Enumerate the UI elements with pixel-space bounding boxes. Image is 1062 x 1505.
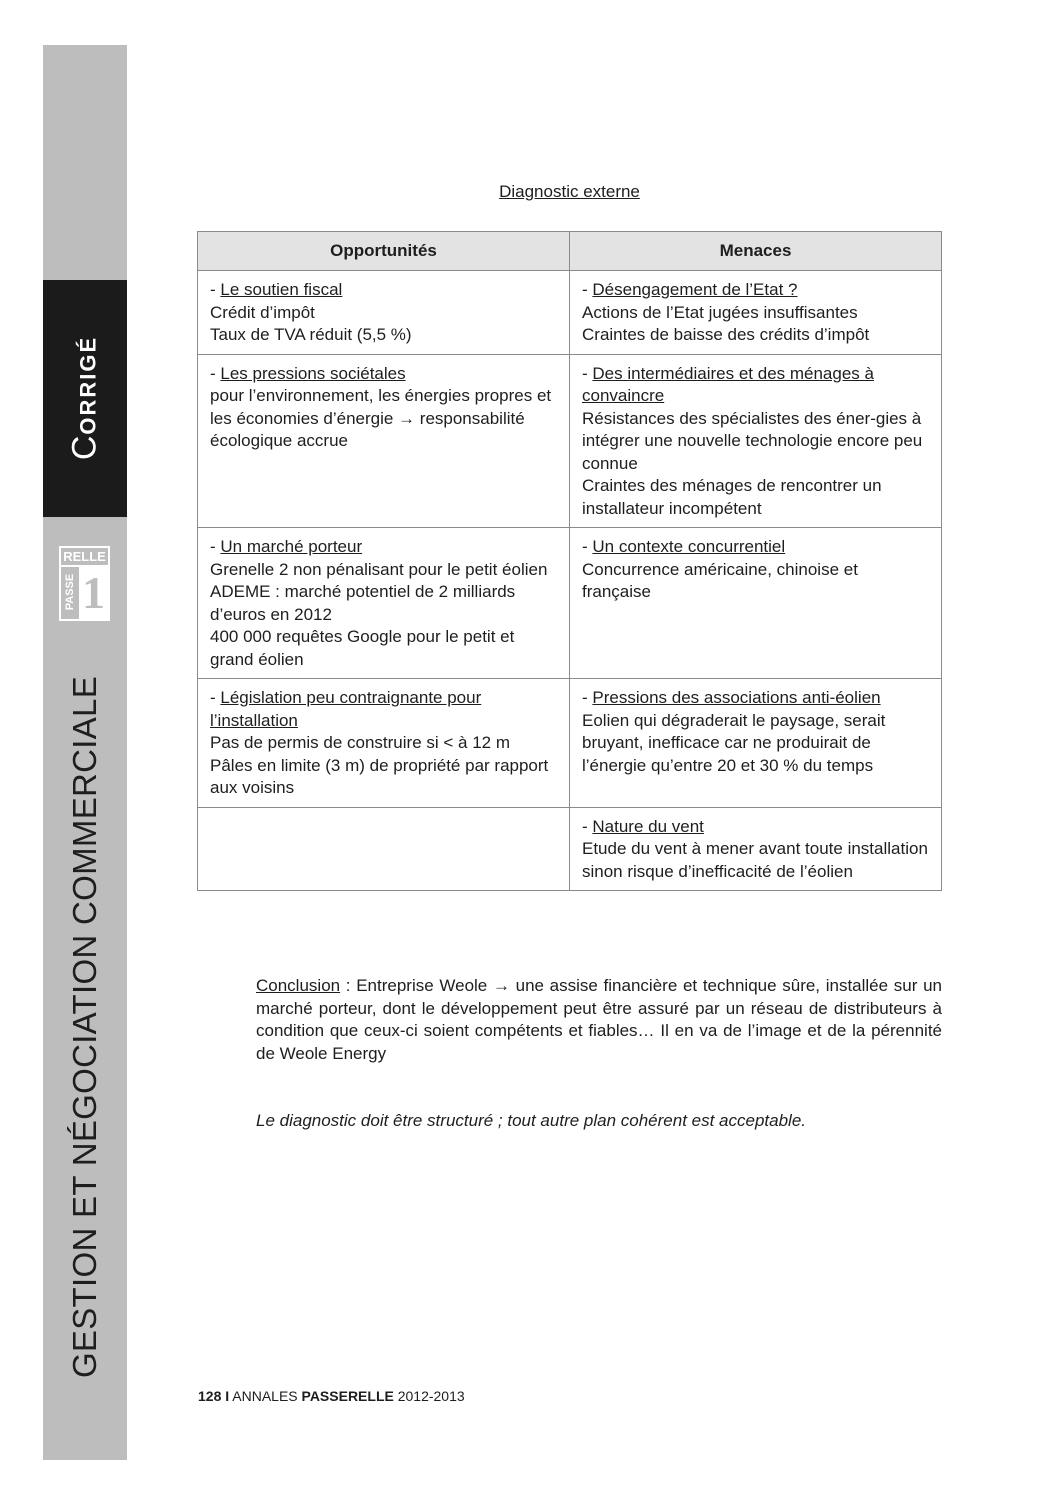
logo-top-text: RELLE xyxy=(61,548,108,567)
cell-heading-text: Désengagement de l’Etat ? xyxy=(592,280,798,299)
table-row xyxy=(198,807,942,891)
table-row xyxy=(198,354,942,528)
cell-line: Craintes de baisse des crédits d’impôt xyxy=(582,325,870,344)
cell-line: Résistances des spécialistes des éner-gies à intégrer une nouvelle technologie encore peu connue xyxy=(582,408,923,473)
cell-heading: - Le soutien fiscal xyxy=(210,280,343,299)
logo-number: 1 xyxy=(79,565,108,619)
table-row xyxy=(198,271,942,355)
cell-heading: - Désengagement de l’Etat ? xyxy=(582,280,798,299)
opportunity-cell xyxy=(198,271,570,355)
cell-heading: - Un contexte concurrentiel xyxy=(582,537,786,556)
cell-line: Pâles en limite (3 m) de propriété par rapport aux voisins xyxy=(210,755,549,797)
opportunity-cell xyxy=(198,354,570,528)
threat-cell xyxy=(570,807,942,891)
cell-heading: - Les pressions sociétales xyxy=(210,363,406,383)
cell-line: pour l’environnement, les énergies propres et les économies d’énergie → responsabilité écologique accrue xyxy=(210,386,552,450)
opportunity-cell xyxy=(198,679,570,808)
cell-line: Craintes des ménages de rencontrer un installateur incompétent xyxy=(582,476,882,518)
cell-line: 400 000 requêtes Google pour le petit et grand éolien xyxy=(210,627,515,669)
cell-heading-text: Le soutien fiscal xyxy=(220,280,343,299)
cell-heading: - Nature du vent xyxy=(582,816,704,836)
footer-years: 2012-2013 xyxy=(397,1388,465,1404)
cell-line: Eolien qui dégraderait le paysage, serait bruyant, inefficace car ne produirait de l’énergie qu’entre 20 et 30 % du temps xyxy=(582,710,886,775)
footer-separator: I xyxy=(225,1388,230,1404)
vertical-title: GESTION ET NÉGOCIATION COMMERCIALE xyxy=(66,675,103,1379)
cell-line: Actions de l’Etat jugées insuffisantes xyxy=(582,302,858,322)
threat-cell xyxy=(570,354,942,528)
cell-heading-text: Les pressions sociétales xyxy=(220,363,406,383)
corrige-label xyxy=(66,336,105,460)
threat-cell xyxy=(570,679,942,808)
corrige-rest: ORRIGÉ xyxy=(75,335,101,435)
cell-line: Pas de permis de construire si < à 12 m xyxy=(210,733,510,752)
cell-heading: - Pressions des associations anti-éolien xyxy=(582,688,881,707)
cell-heading-text: Des intermédiaires et des ménages à convaincre xyxy=(582,363,874,405)
header-opportunities: Opportunités xyxy=(198,232,570,271)
table-row xyxy=(198,528,942,679)
cell-line: ADEME : marché potentiel de 2 milliards d’euros en 2012 xyxy=(210,582,516,624)
cell-heading-text: Un marché porteur xyxy=(220,537,363,556)
footer-brand: PASSERELLE xyxy=(301,1388,394,1404)
cell-heading: - Un marché porteur xyxy=(210,537,363,556)
page-number: 128 xyxy=(198,1388,222,1404)
italic-note: Le diagnostic doit être structuré ; tout autre plan cohérent est acceptable. xyxy=(256,1111,807,1130)
cell-heading-text: Législation peu contraignante pour l’installation xyxy=(210,688,482,730)
footer-annales: ANNALES xyxy=(232,1388,298,1404)
conclusion-text: : Entreprise Weole → une assise financière et technique sûre, installée sur un marché porteur, dont le développement peut être assuré par un réseau de distributeurs à condition que ceux-ci soient compétents et fiables… Il en va de l’image et de la pérennité de Weole Energy xyxy=(256,976,942,1064)
swot-table xyxy=(197,231,942,891)
cell-line: Grenelle 2 non pénalisant pour le petit éolien xyxy=(210,559,548,579)
cell-heading: - Législation peu contraignante pour l’installation xyxy=(210,688,482,730)
cell-heading-text: Un contexte concurrentiel xyxy=(592,537,786,556)
table-header-row xyxy=(198,232,942,271)
cell-heading: - Des intermédiaires et des ménages à convaincre xyxy=(582,363,874,405)
threat-cell xyxy=(570,528,942,679)
header-threats: Menaces xyxy=(570,232,942,271)
corrige-initial: C xyxy=(65,434,104,461)
cell-line: Crédit d’impôt xyxy=(210,302,315,322)
cell-line: Taux de TVA réduit (5,5 %) xyxy=(210,325,412,344)
opportunity-cell xyxy=(198,807,570,891)
threat-cell xyxy=(570,271,942,355)
table-body xyxy=(198,271,942,891)
page-footer xyxy=(198,1388,465,1404)
passerelle-logo xyxy=(59,546,110,621)
table-row xyxy=(198,679,942,808)
logo-side-text: PASSE xyxy=(64,573,76,611)
cell-line: Concurrence américaine, chinoise et française xyxy=(582,559,858,601)
page-title: Diagnostic externe xyxy=(499,182,640,201)
conclusion-paragraph xyxy=(256,975,942,1066)
cell-line: Etude du vent à mener avant toute installation sinon risque d’inefficacité de l’éolien xyxy=(582,839,928,881)
cell-heading-text: Pressions des associations anti-éolien xyxy=(592,688,881,707)
conclusion-label: Conclusion xyxy=(256,976,341,995)
opportunity-cell xyxy=(198,528,570,679)
cell-heading-text: Nature du vent xyxy=(592,816,704,836)
